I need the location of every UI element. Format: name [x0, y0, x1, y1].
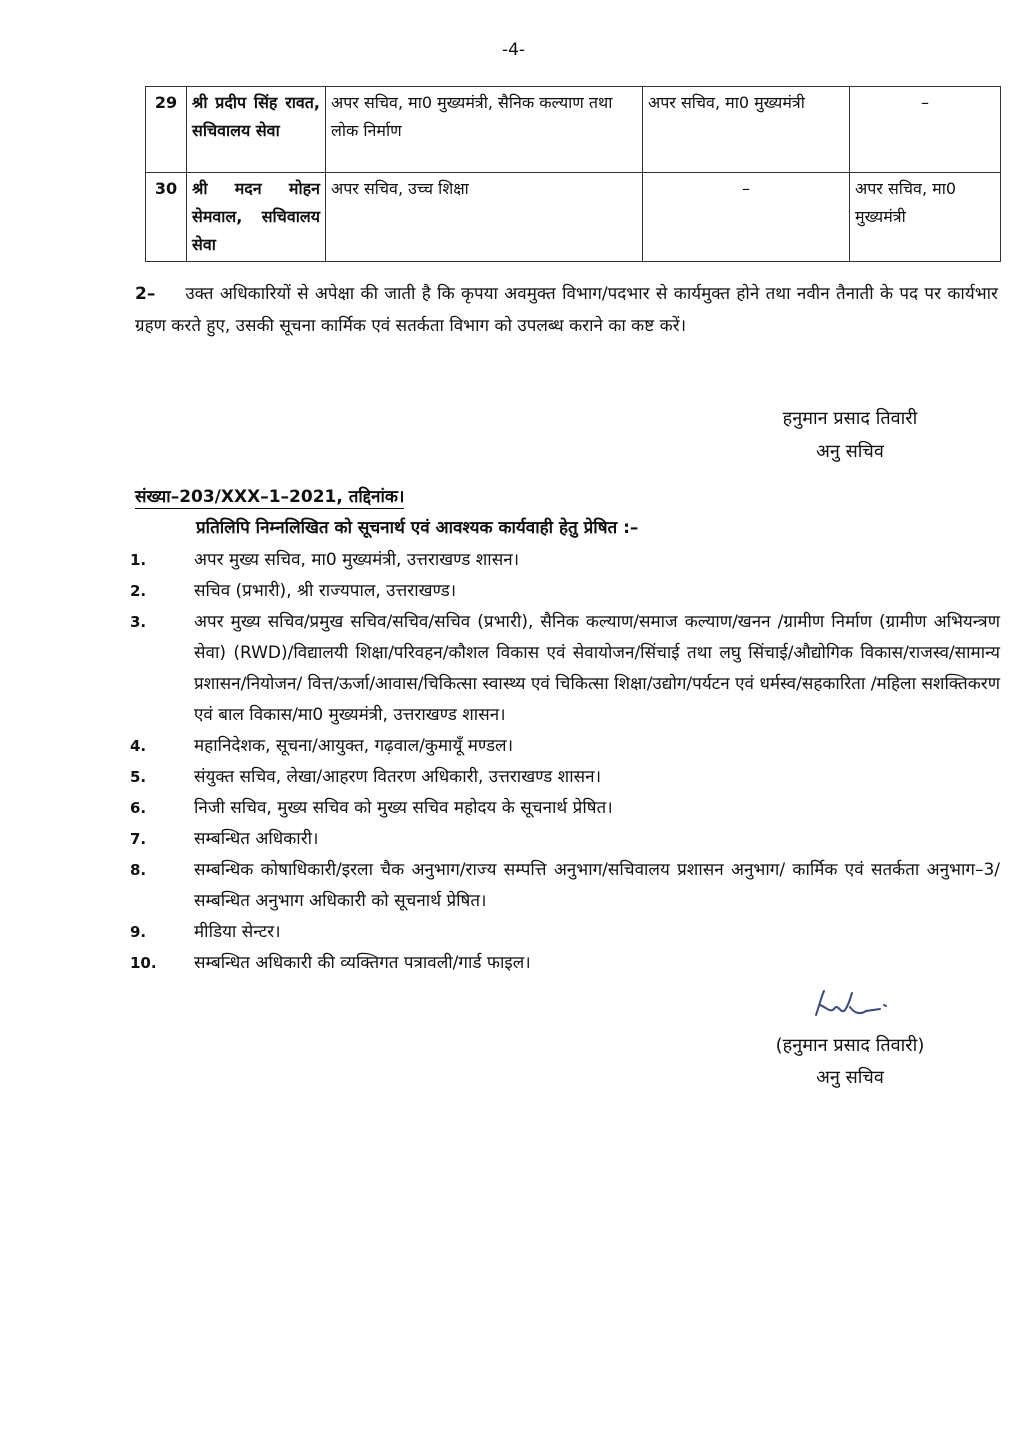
paragraph-text: उक्त अधिकारियों से अपेक्षा की जाती है कि कृपया अवमुक्त विभाग/पदभार से कार्यमुक्त होने तथा नवीन तैनाती के पद पर कार्यभार ग्रहण करते हुए, उसकी सूचना कार्मिक एवं सतर्कता विभाग को उपलब्ध कराने का कष्ट करें।	[135, 284, 998, 336]
signatory-designation: अनु सचिव	[816, 1067, 884, 1088]
copy-heading: प्रतिलिपि निम्नलिखित को सूचनार्थ एवं आवश्यक कार्यवाही हेतु प्रेषित :–	[196, 518, 639, 538]
list-item	[130, 607, 1000, 731]
paragraph-number: 2–	[135, 284, 156, 304]
list-number: 2.	[130, 582, 147, 600]
list-text: सम्बन्धित अधिकारी।	[194, 829, 319, 849]
list-item	[130, 948, 1000, 979]
list-item	[130, 545, 1000, 576]
signatory-name: हनुमान प्रसाद तिवारी	[782, 408, 918, 429]
officer-name: श्री मदन मोहन सेमवाल, सचिवालय सेवा	[187, 173, 326, 262]
list-item	[130, 576, 1000, 607]
list-text: मीडिया सेन्टर।	[194, 922, 281, 942]
list-item	[130, 824, 1000, 855]
table-row	[146, 87, 1001, 173]
reference-number: संख्या–203/XXX–1–2021, तद्दिनांक।	[135, 484, 404, 509]
new-post: –	[643, 173, 850, 262]
list-item	[130, 793, 1000, 824]
list-item	[130, 917, 1000, 948]
list-text: महानिदेशक, सूचना/आयुक्त, गढ़वाल/कुमायूँ मण्डल।	[194, 736, 514, 756]
current-post: अपर सचिव, मा0 मुख्यमंत्री, सैनिक कल्याण तथा लोक निर्माण	[326, 87, 643, 173]
list-number: 3.	[130, 613, 147, 631]
posting-table	[145, 86, 1001, 262]
table-row	[146, 173, 1001, 262]
signatory-name: (हनुमान प्रसाद तिवारी)	[775, 1035, 925, 1056]
new-post: अपर सचिव, मा0 मुख्यमंत्री	[643, 87, 850, 173]
list-text: संयुक्त सचिव, लेखा/आहरण वितरण अधिकारी, उत्तराखण्ड शासन।	[194, 767, 602, 787]
instruction-paragraph	[135, 278, 998, 342]
handwritten-signature	[812, 985, 892, 1025]
list-text: निजी सचिव, मुख्य सचिव को मुख्य सचिव महोदय के सूचनार्थ प्रेषित।	[194, 798, 613, 818]
list-item	[130, 762, 1000, 793]
current-post: अपर सचिव, उच्च शिक्षा	[326, 173, 643, 262]
officer-name: श्री प्रदीप सिंह रावत, सचिवालय सेवा	[187, 87, 326, 173]
list-item	[130, 731, 1000, 762]
signature-block-1	[730, 402, 970, 468]
list-number: 4.	[130, 737, 147, 755]
list-number: 5.	[130, 768, 147, 786]
list-number: 6.	[130, 799, 147, 817]
page-number: -4-	[501, 40, 526, 60]
list-number: 8.	[130, 861, 147, 879]
list-text: अपर मुख्य सचिव/प्रमुख सचिव/सचिव/सचिव (प्रभारी), सैनिक कल्याण/समाज कल्याण/खनन /ग्रामीण निर्माण (ग्रामीण अभियन्त्रण सेवा) (RWD)/विद्यालयी शिक्षा/परिवहन/कौशल विकास एवं सेवायोजन/सिंचाई तथा लघु सिंचाई/औद्योगिक विकास/राजस्व/सामान्य प्रशासन/नियोजन/ वित्त/ऊर्जा/आवास/चिकित्सा स्वास्थ्य एवं चिकित्सा शिक्षा/उद्योग/पर्यटन एवं धर्मस्व/सहकारिता /महिला सशक्तिकरण एवं बाल विकास/मा0 मुख्यमंत्री, उत्तराखण्ड शासन।	[194, 612, 1000, 725]
list-item	[130, 855, 1000, 917]
list-number: 10.	[130, 954, 157, 972]
list-text: अपर मुख्य सचिव, मा0 मुख्यमंत्री, उत्तराखण्ड शासन।	[194, 550, 520, 570]
list-text: सम्बन्धिक कोषाधिकारी/इरला चैक अनुभाग/राज्य सम्पत्ति अनुभाग/सचिवालय प्रशासन अनुभाग/ कार्मिक एवं सतर्कता अनुभाग–3/सम्बन्धित अनुभाग अधिकारी को सूचनार्थ प्रेषित।	[194, 860, 1000, 911]
list-number: 9.	[130, 923, 147, 941]
serial-number: 29	[146, 87, 187, 173]
serial-number: 30	[146, 173, 187, 262]
signature-block-2	[730, 1030, 970, 1094]
additional-post: अपर सचिव, मा0 मुख्यमंत्री	[850, 173, 1001, 262]
signatory-designation: अनु सचिव	[816, 441, 884, 462]
copy-list	[130, 545, 1000, 979]
list-number: 1.	[130, 551, 147, 569]
list-number: 7.	[130, 830, 147, 848]
list-text: सचिव (प्रभारी), श्री राज्यपाल, उत्तराखण्ड।	[194, 581, 457, 601]
additional-post: –	[850, 87, 1001, 173]
list-text: सम्बन्धित अधिकारी की व्यक्तिगत पत्रावली/गार्ड फाइल।	[194, 953, 531, 973]
